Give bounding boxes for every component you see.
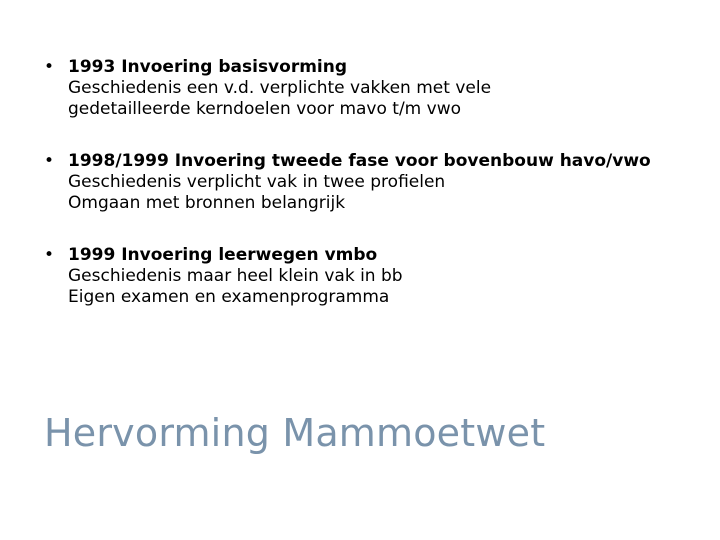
bullet-line: Omgaan met bronnen belangrijk	[68, 193, 346, 213]
slide-title: Hervorming Mammoetwet	[44, 411, 546, 455]
bullet-heading: 1999 Invoering leerwegen vmbo	[68, 245, 378, 265]
bullet-line: gedetailleerde kerndoelen voor mavo t/m vwo	[68, 99, 462, 119]
bullet-dot-icon: •	[44, 151, 55, 171]
bullet-item-1999	[44, 245, 684, 308]
bullet-heading: 1998/1999 Invoering tweede fase voor bovenbouw havo/vwo	[68, 151, 651, 171]
bullet-dot-icon: •	[44, 245, 55, 265]
bullet-item-1998-1999	[44, 151, 684, 214]
bullet-list	[44, 57, 684, 308]
bullet-line: Eigen examen en examenprogramma	[68, 287, 390, 307]
bullet-dot-icon: •	[44, 57, 55, 77]
bullet-heading: 1993 Invoering basisvorming	[68, 57, 348, 77]
bullet-line: Geschiedenis een v.d. verplichte vakken met vele	[68, 78, 492, 98]
bullet-item-1993	[44, 57, 684, 120]
bullet-line: Geschiedenis maar heel klein vak in bb	[68, 266, 403, 286]
bullet-line: Geschiedenis verplicht vak in twee profielen	[68, 172, 446, 192]
